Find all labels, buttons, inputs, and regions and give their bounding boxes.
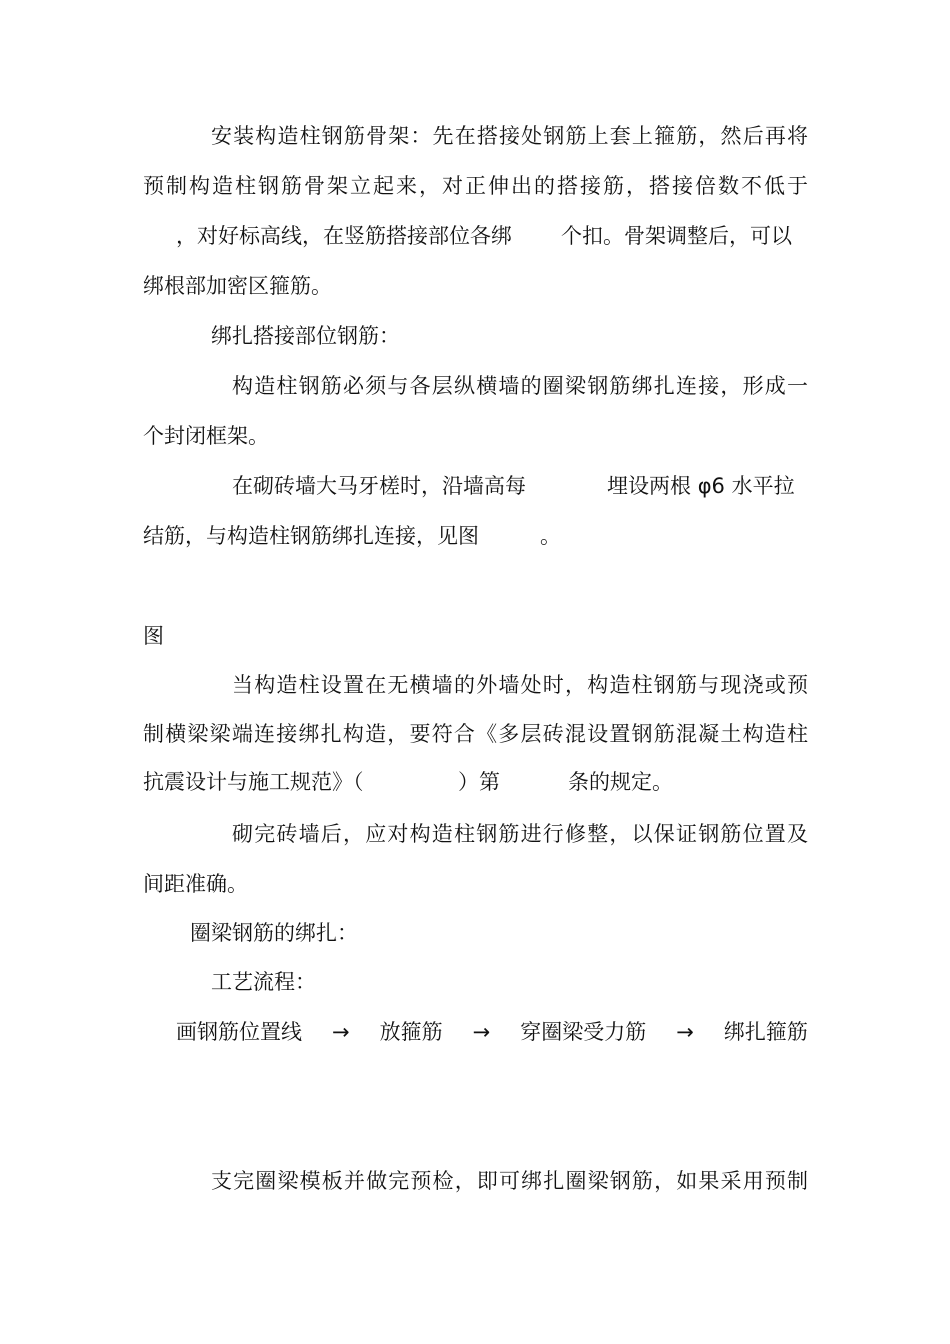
- paragraph-1-line-3b: 个扣。骨架调整后，可以: [561, 224, 792, 248]
- paragraph-4-line-1: 当构造柱设置在无横墙的外墙处时，构造柱钢筋与现浇或预: [232, 673, 808, 697]
- arrow-right-icon: →: [472, 1020, 491, 1044]
- flow-step-1: 画钢筋位置线: [176, 1020, 302, 1044]
- paragraph-6-line-1: 支完圈梁模板并做完预检，即可绑扎圈梁钢筋，如果采用预制: [211, 1169, 808, 1193]
- paragraph-5-line-2: 间距准确。: [143, 872, 248, 896]
- flow-step-4: 绑扎箍筋: [723, 1020, 808, 1044]
- paragraph-1-line-3a: ，对好标高线，在竖筋搭接部位各绑: [176, 224, 512, 248]
- paragraph-3-line-2b: 。: [540, 524, 561, 548]
- arrow-right-icon: →: [676, 1020, 694, 1044]
- paragraph-4-line-3c: 条的规定。: [568, 770, 673, 794]
- paragraph-4-line-3b: ）第: [458, 770, 500, 794]
- paragraph-1-line-4: 绑根部加密区箍筋。: [143, 274, 332, 298]
- paragraph-1-line-1: 安装构造柱钢筋骨架：先在搭接处钢筋上套上箍筋，然后再将: [211, 124, 808, 148]
- process-flow: [176, 1018, 808, 1046]
- phi6-symbol: φ6: [697, 474, 725, 498]
- paragraph-3-line-2a: 结筋，与构造柱钢筋绑扎连接，见图: [143, 524, 479, 548]
- paragraph-2-line-2: 个封闭框架。: [143, 424, 269, 448]
- paragraph-2-line-1: 构造柱钢筋必须与各层纵横墙的圈梁钢筋绑扎连接，形成一: [232, 374, 808, 398]
- section-heading-ring-beam: 圈梁钢筋的绑扎：: [190, 921, 358, 945]
- flow-step-3: 穿圈梁受力筋: [520, 1020, 647, 1044]
- paragraph-1-line-2: 预制构造柱钢筋骨架立起来，对正伸出的搭接筋，搭接倍数不低于: [143, 174, 808, 198]
- paragraph-3-line-1a: 在砌砖墙大马牙槎时，沿墙高每: [232, 474, 526, 498]
- process-flow-heading: 工艺流程：: [211, 970, 316, 994]
- paragraph-5-line-1: 砌完砖墙后，应对构造柱钢筋进行修整，以保证钢筋位置及: [232, 822, 808, 846]
- paragraph-4-line-2: 制横梁梁端连接绑扎构造，要符合《多层砖混设置钢筋混凝土构造柱: [143, 722, 808, 746]
- figure-label: 图: [143, 624, 164, 648]
- paragraph-4-line-3a: 抗震设计与施工规范》（: [143, 770, 364, 794]
- section-heading-lap-binding: 绑扎搭接部位钢筋：: [211, 324, 400, 348]
- paragraph-3-line-1b: 埋设两根 φ6 水平拉: [607, 474, 795, 498]
- arrow-right-icon: →: [332, 1020, 350, 1044]
- flow-step-2: 放箍筋: [379, 1020, 443, 1044]
